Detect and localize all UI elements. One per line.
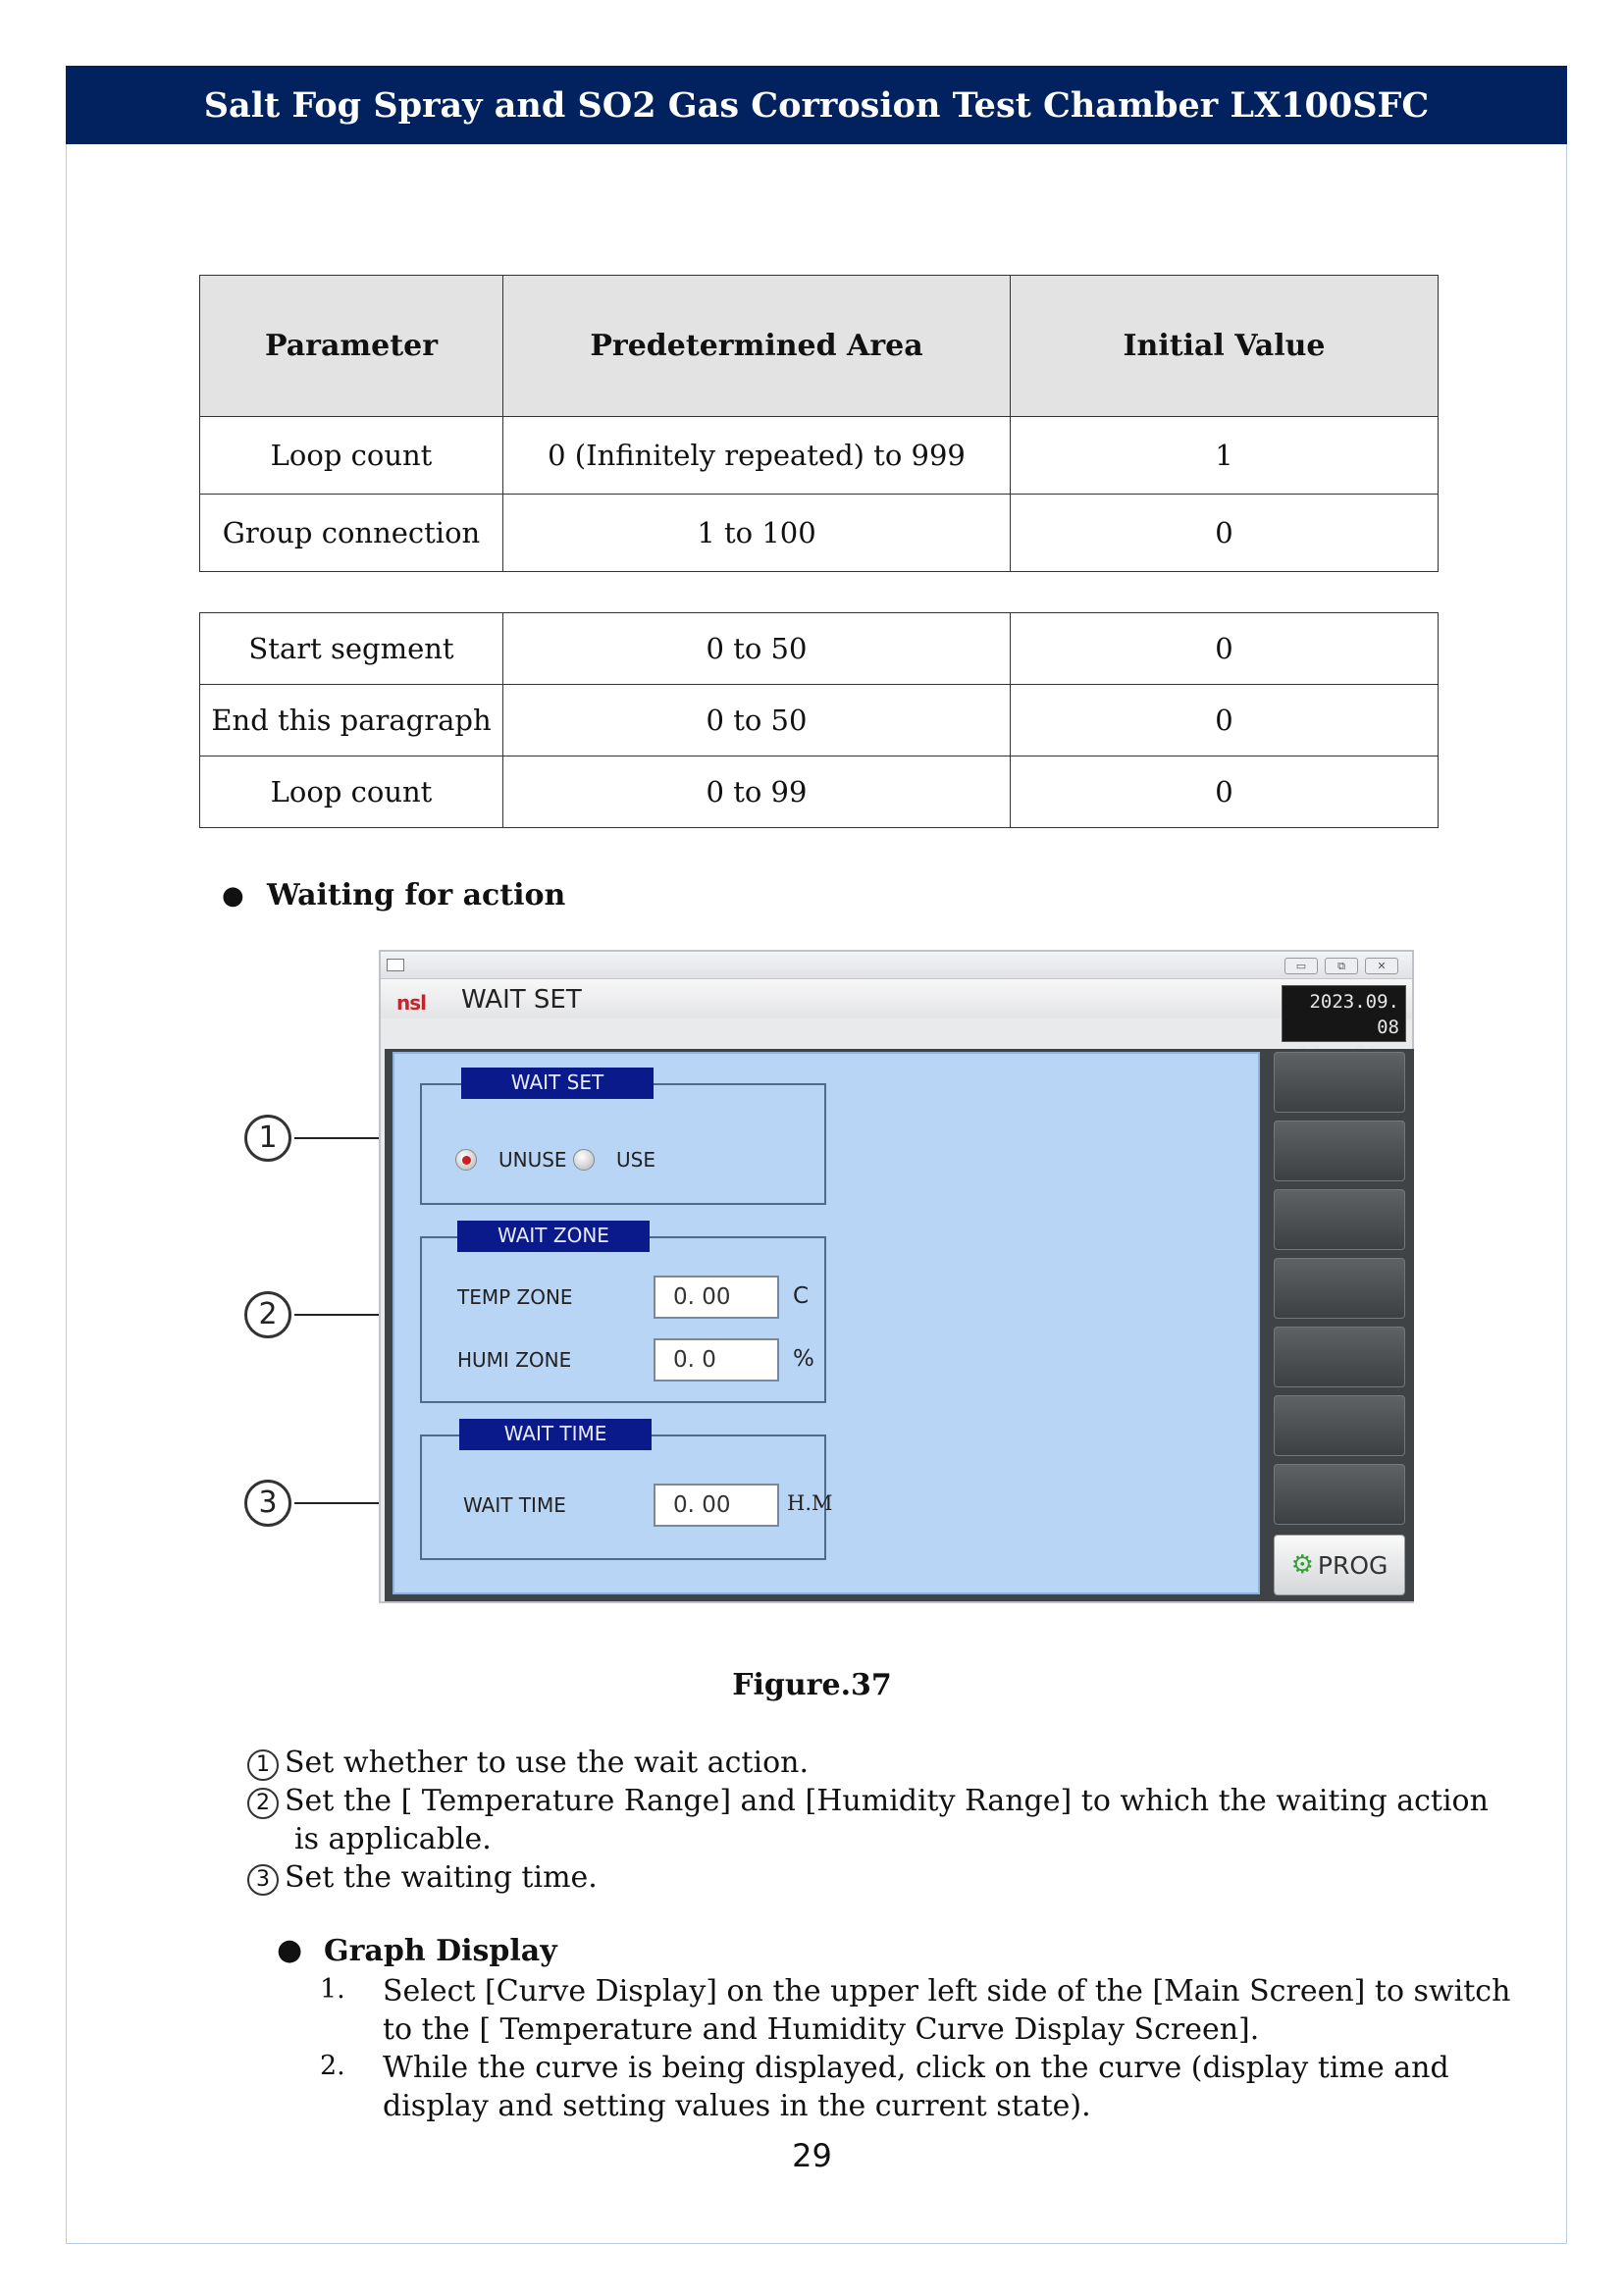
note-number: 3 [247,1864,279,1896]
screen-title: WAIT SET [461,985,582,1015]
note-text: Set the waiting time. [285,1860,598,1895]
minimize-icon[interactable]: ▭ [1284,958,1318,974]
table-cell: 0 [1011,495,1439,572]
list-item-text: While the curve is being displayed, click on the curve (display time and [383,2051,1449,2085]
use-radio[interactable] [573,1149,595,1171]
maximize-icon[interactable]: ⧉ [1325,958,1358,974]
table-cell: 1 [1011,417,1439,495]
prog-button[interactable] [1274,1535,1405,1595]
table-cell: 0 to 50 [503,613,1011,685]
table-cell: 0 [1011,756,1439,828]
document-header: Salt Fog Spray and SO2 Gas Corrosion Test Chamber LX100SFC [66,66,1567,144]
side-button-3[interactable] [1274,1189,1405,1250]
wait-time-field-label: WAIT TIME [463,1493,566,1517]
wait-time-input[interactable]: 0. 00 [654,1484,779,1527]
close-icon[interactable]: ✕ [1365,958,1398,974]
wait-zone-label: WAIT ZONE [457,1221,650,1252]
page-number: 29 [792,2137,832,2174]
table-row [200,613,1439,685]
brand-logo: nsl [396,991,426,1015]
table-cell: Loop count [200,417,503,495]
table-cell: Group connection [200,495,503,572]
callout-3: 3 [244,1480,291,1527]
section-title-waiting: Waiting for action [267,878,566,913]
temp-zone-label: TEMP ZONE [457,1285,573,1309]
side-button-6[interactable] [1274,1395,1405,1456]
date-text: 2023.09. 08 [1309,991,1399,1038]
unuse-label: UNUSE [498,1148,567,1172]
side-button-7[interactable] [1274,1464,1405,1525]
list-item-text: Select [Curve Display] on the upper left side of the [Main Screen] to switch [383,1974,1511,2008]
side-button-2[interactable] [1274,1121,1405,1181]
prog-button-label: PROG [1317,1550,1388,1580]
table-header-row [200,276,1439,417]
table-cell: 0 [1011,685,1439,756]
column-header: Parameter [200,276,503,417]
table-cell: Start segment [200,613,503,685]
parameter-table-2 [199,612,1439,828]
table-row [200,756,1439,828]
humi-zone-label: HUMI ZONE [457,1348,572,1372]
note-text: Set whether to use the wait action. [285,1746,809,1780]
table-row [200,417,1439,495]
temp-zone-input[interactable]: 0. 00 [654,1276,779,1319]
table-cell: 0 to 50 [503,685,1011,756]
table-cell: 0 [1011,613,1439,685]
note-text: Set the [ Temperature Range] and [Humidity Range] to which the waiting action [285,1784,1489,1818]
column-header: Initial Value [1011,276,1439,417]
wait-set-label: WAIT SET [461,1068,654,1099]
table-cell: Loop count [200,756,503,828]
note-number: 2 [247,1788,279,1819]
humi-unit: % [793,1346,814,1372]
wait-settings-panel [393,1052,1260,1594]
unuse-radio[interactable] [455,1149,477,1171]
screen-titlebar [381,979,1412,1038]
datetime-display [1282,985,1406,1042]
table-row [200,495,1439,572]
parameter-table-1 [199,275,1439,572]
list-number: 2. [320,2051,345,2081]
temp-unit: C [793,1283,810,1309]
side-button-1[interactable] [1274,1052,1405,1113]
section-title-graph: Graph Display [324,1934,557,1968]
table-row [200,685,1439,756]
side-button-4[interactable] [1274,1258,1405,1319]
wait-time-label: WAIT TIME [459,1419,652,1450]
note-number: 1 [247,1749,279,1781]
side-button-5[interactable] [1274,1327,1405,1387]
figure-caption: Figure.37 [732,1668,892,1702]
callout-2: 2 [244,1291,291,1338]
column-header: Predetermined Area [503,276,1011,417]
note-2 [247,1782,1489,1820]
humi-zone-input[interactable]: 0. 0 [654,1338,779,1382]
table-cell: 1 to 100 [503,495,1011,572]
wait-set-group [420,1083,826,1205]
window-top-strip [381,952,1412,979]
list-item-text: display and setting values in the current state). [383,2089,1091,2123]
gear-icon: ⚙ [1290,1550,1314,1580]
window-icon [387,959,404,971]
bullet-icon: ● [222,881,244,911]
note-2-continued: is applicable. [294,1822,492,1856]
screen-body [385,1049,1414,1601]
use-label: USE [616,1148,655,1172]
list-number: 1. [320,1974,345,2005]
list-item-text: to the [ Temperature and Humidity Curve Display Screen]. [383,2012,1260,2047]
note-1 [247,1744,809,1782]
bullet-icon: ● [277,1933,303,1967]
wait-set-screenshot [379,950,1414,1603]
callout-1: 1 [244,1115,291,1162]
table-cell: 0 to 99 [503,756,1011,828]
wait-time-unit: H.M [787,1491,833,1515]
table-cell: 0 (Infinitely repeated) to 999 [503,417,1011,495]
note-3 [247,1858,598,1897]
table-cell: End this paragraph [200,685,503,756]
